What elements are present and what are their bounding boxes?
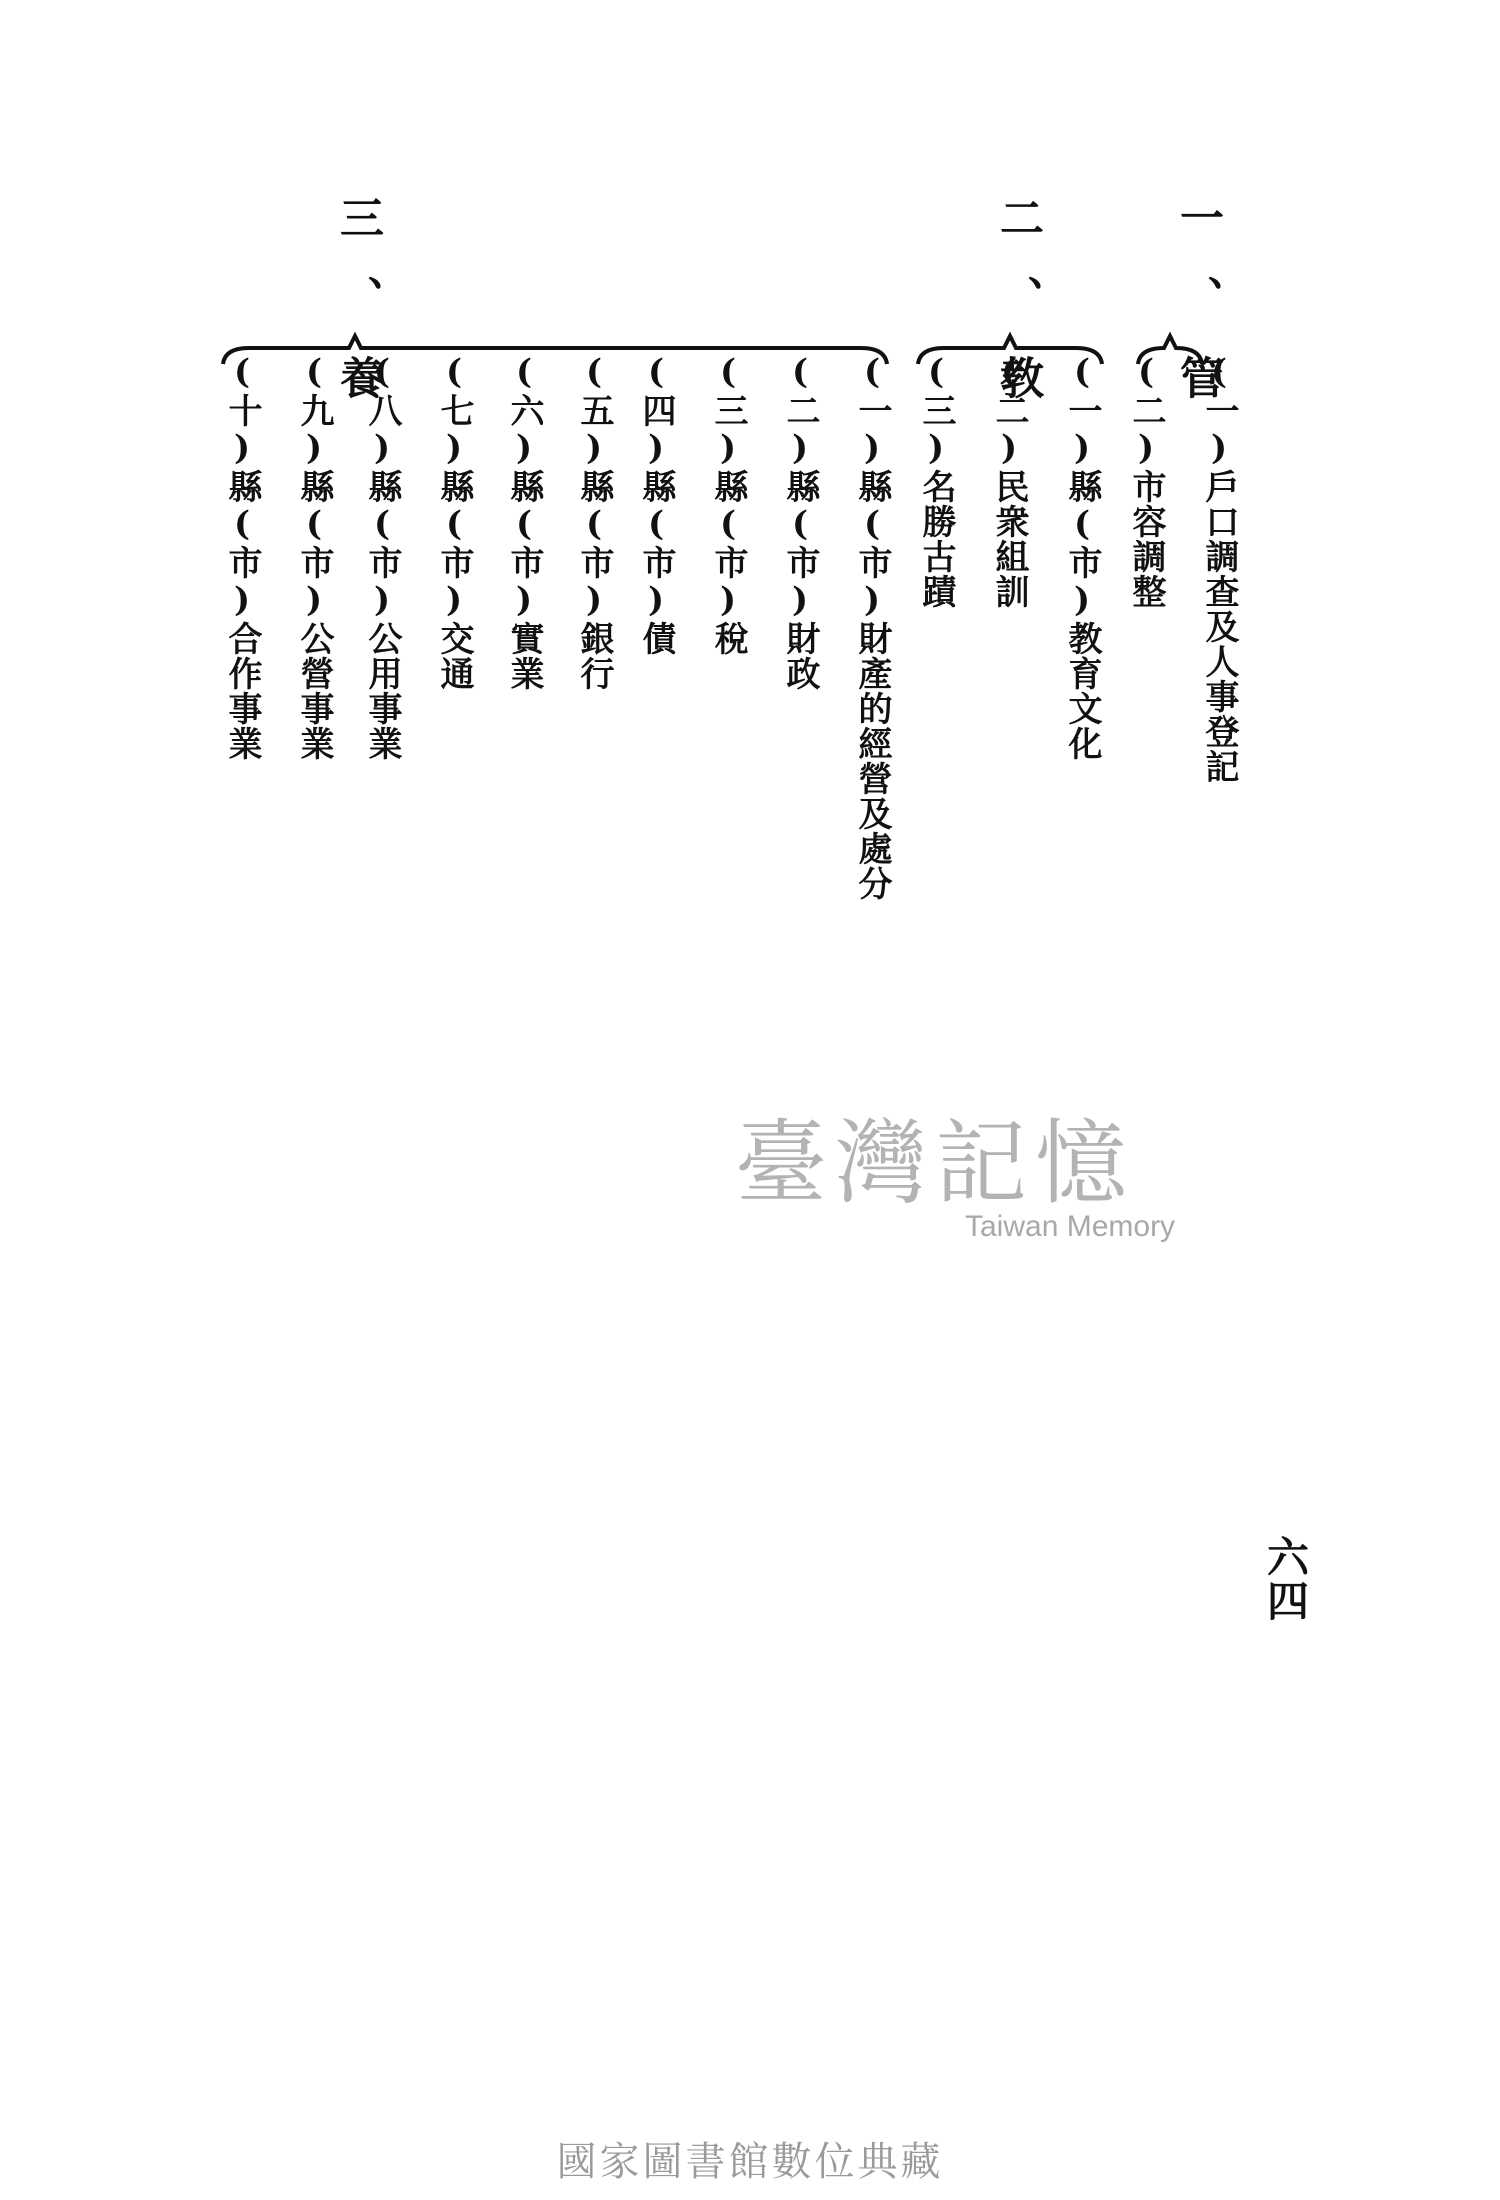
section-3-item-2: (二)縣(市)財政 xyxy=(780,352,820,691)
section-2-item-2: (二)民衆組訓 xyxy=(989,352,1029,609)
section-3-item-8: (八)縣(市)公用事業 xyxy=(362,352,402,761)
watermark-logo-english: Taiwan Memory xyxy=(965,1210,1176,1243)
section-2-heading: 二、教 xyxy=(992,195,1043,435)
section-3-item-10: (十)縣(市)合作事業 xyxy=(222,352,262,761)
section-2-item-3: (三)名勝古蹟 xyxy=(916,352,956,609)
section-3-heading: 三、養 xyxy=(332,195,383,435)
page-number: 六四 xyxy=(1261,1535,1310,1623)
section-3-item-7: (七)縣(市)交通 xyxy=(434,352,474,691)
section-2-item-1: (一)縣(市)教育文化 xyxy=(1062,352,1102,761)
section-1-item-1: (一)戶口調查及人事登記 xyxy=(1199,352,1239,784)
footer-source-text: 國家圖書館數位典藏 xyxy=(556,2139,944,2185)
section-3-item-1: (一)縣(市)財產的經營及處分 xyxy=(852,352,892,901)
section-3-item-5: (五)縣(市)銀行 xyxy=(574,352,614,691)
section-3-item-6: (六)縣(市)實業 xyxy=(504,352,544,691)
section-1-item-2: (二)市容調整 xyxy=(1126,352,1166,609)
section-3-item-9: (九)縣(市)公營事業 xyxy=(294,352,334,761)
watermark-logo-chinese: 臺灣記憶 xyxy=(735,1110,1136,1217)
section-3-item-3: (三)縣(市)稅 xyxy=(708,352,748,656)
section-3-item-4: (四)縣(市)債 xyxy=(636,352,676,656)
section-1-heading: 一、管 xyxy=(1172,195,1223,435)
